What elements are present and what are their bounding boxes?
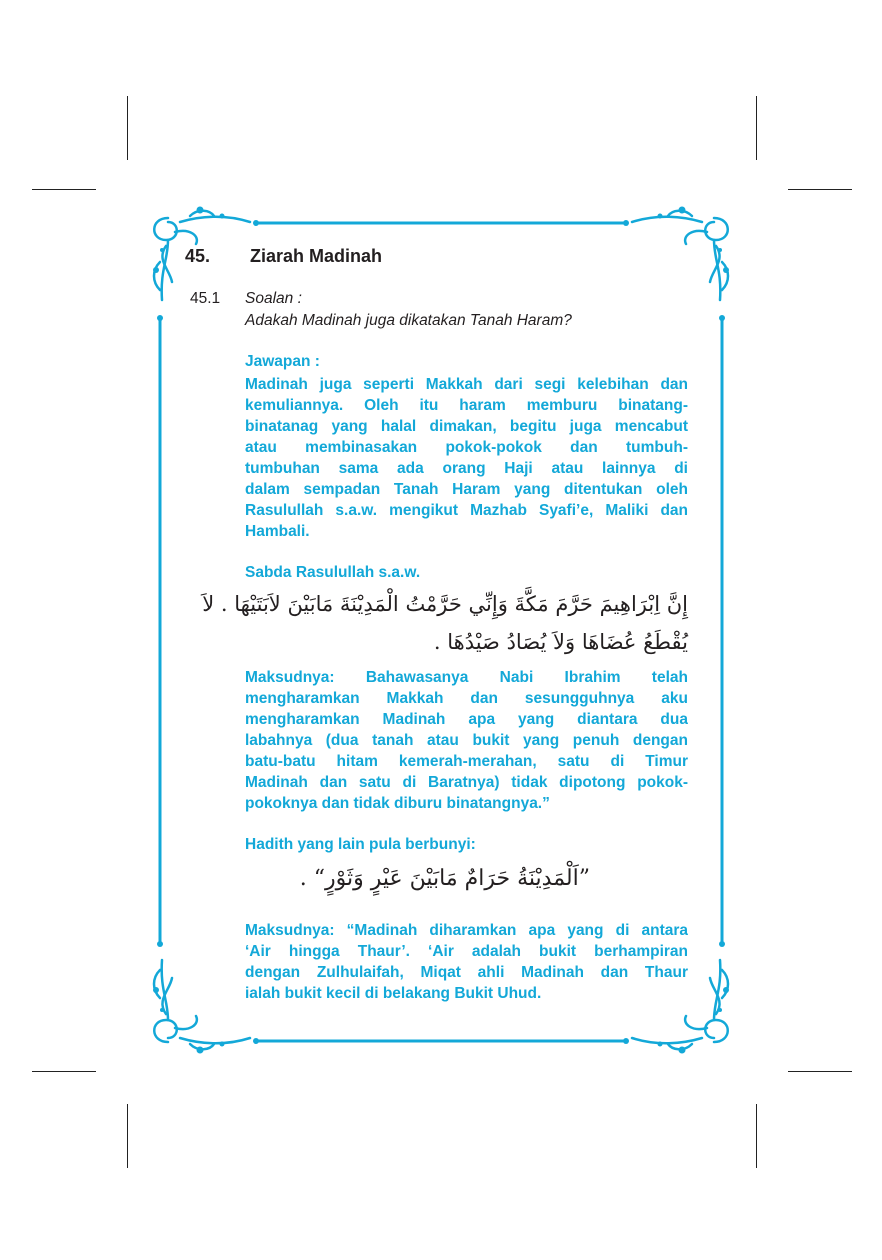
meaning-line: pokoknya dan tidak diburu binatangnya.” bbox=[245, 795, 550, 812]
meaning-line: ‘Air hingga Thaur’. ‘Air adalah bukit berhampiran bbox=[245, 943, 688, 960]
meaning-line: batu-batu hitam kemerah-merahan, satu di Timur bbox=[245, 753, 688, 770]
meaning-line: ialah bukit kecil di belakang Bukit Uhud. bbox=[245, 985, 542, 1002]
hadith1-label: Sabda Rasulullah s.a.w. bbox=[245, 564, 421, 581]
answer-line: Madinah juga seperti Makkah dari segi kelebihan dan bbox=[245, 376, 688, 393]
hadith1-arabic-line: إِنَّ اِبْرَاهِيمَ حَرَّمَ مَكَّةَ وَإِنِّي حَرَّمْتُ الْمَدِيْنَةَ مَابَيْنَ لاَبَتَيْهَا . لاَ bbox=[202, 592, 688, 616]
hadith2-label: Hadith yang lain pula berbunyi: bbox=[245, 836, 476, 853]
question-number: 45.1 bbox=[190, 290, 221, 307]
answer-line: binatanag yang halal dimakan, begitu juga mencabut bbox=[245, 418, 688, 435]
answer-line: Rasulullah s.a.w. mengikut Mazhab Syafi’e, Maliki dan bbox=[245, 502, 688, 519]
hadith2-meaning bbox=[245, 920, 688, 1004]
question-text: Adakah Madinah juga dikatakan Tanah Haram? bbox=[245, 312, 572, 329]
answer-line: Hambali. bbox=[245, 523, 310, 540]
meaning-line: labahnya (dua tanah atau bukit yang penuh dengan bbox=[245, 732, 688, 749]
answer-line: dalam sempadan Tanah Haram yang ditentukan oleh bbox=[245, 481, 688, 498]
answer-line: tumbuhan sama ada orang Haji atau lainnya di bbox=[245, 460, 688, 477]
question-label: Soalan : bbox=[245, 290, 302, 307]
answer-paragraph bbox=[245, 374, 688, 542]
meaning-line: mengharamkan Madinah apa yang diantara dua bbox=[245, 711, 688, 728]
hadith1-arabic-line: يُقْطَعُ عُضَاهَا وَلاَ يُصَادُ صَيْدُهَا . bbox=[433, 630, 688, 654]
hadith2-arabic: ”اَلْمَدِيْنَةُ حَرَامٌ مَابَيْنَ عَيْرٍ وَثَوْرٍ“ . bbox=[299, 866, 590, 891]
section-title: Ziarah Madinah bbox=[250, 246, 383, 266]
section-number: 45. bbox=[185, 246, 211, 266]
meaning-line: mengharamkan Makkah dan sesungguhnya aku bbox=[245, 690, 688, 707]
meaning-line: dengan Zulhulaifah, Miqat ahli Madinah dan Thaur bbox=[245, 964, 688, 981]
answer-line: atau membinasakan pokok-pokok dan tumbuh- bbox=[245, 439, 688, 456]
meaning-line: Maksudnya: “Madinah diharamkan apa yang di antara bbox=[245, 922, 688, 939]
hadith1-meaning bbox=[245, 667, 688, 814]
meaning-line: Maksudnya: Bahawasanya Nabi Ibrahim telah bbox=[245, 669, 688, 686]
meaning-line: Madinah dan satu di Baratnya) tidak dipotong pokok- bbox=[245, 774, 688, 791]
answer-label: Jawapan : bbox=[245, 353, 320, 370]
answer-line: kemuliannya. Oleh itu haram memburu binatang- bbox=[245, 397, 688, 414]
